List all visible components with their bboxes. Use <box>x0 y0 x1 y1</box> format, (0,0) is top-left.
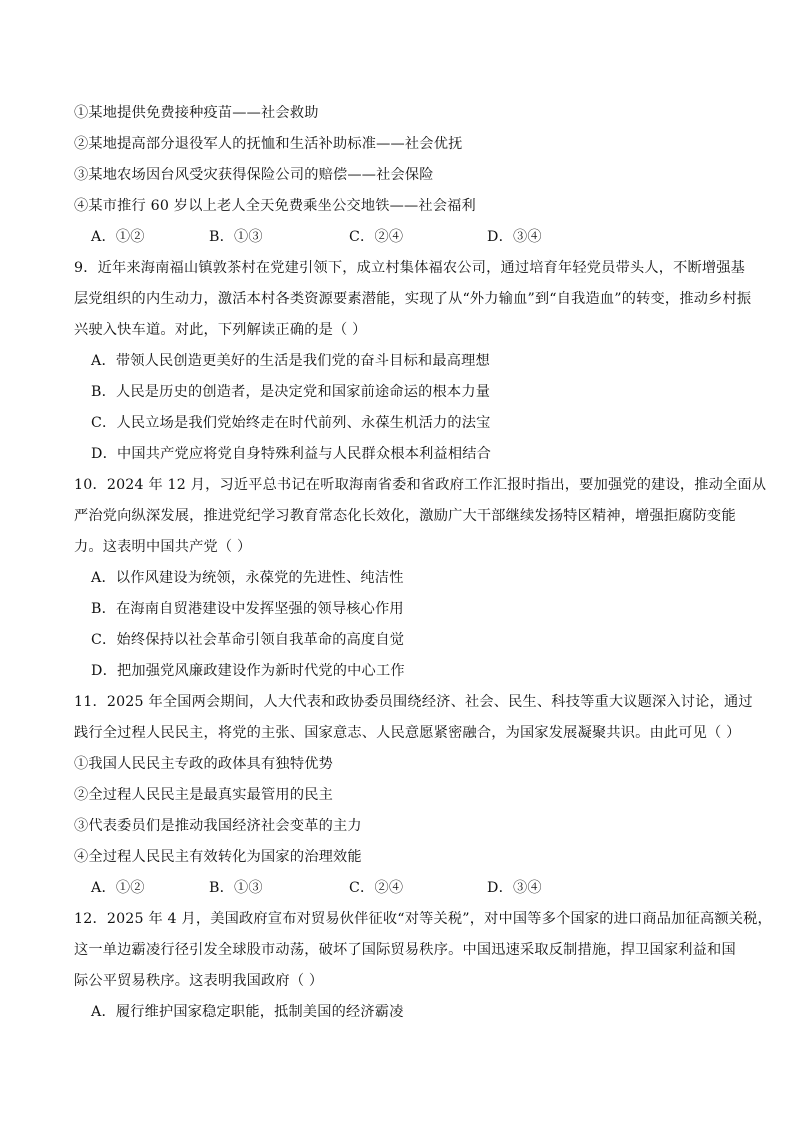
choice-c: C．②④ <box>349 880 404 896</box>
q9-option-c: C．人民立场是我们党始终走在时代前列、永葆生机活力的法宝 <box>91 415 491 431</box>
q9-option-a: A．带领人民创造更美好的生活是我们党的奋斗目标和最高理想 <box>91 353 490 369</box>
q10-stem-line: 严治党向纵深发展，推进党纪学习教育常态化长效化，激励广大干部继续发扬特区精神，增强拒腐防变能 <box>74 508 736 524</box>
q10-option-c: C．始终保持以社会革命引领自我革命的高度自觉 <box>91 632 405 648</box>
q12-stem-line: 这一单边霸凌行径引发全球股市动荡，破坏了国际贸易秩序。中国迅速采取反制措施，捍卫国家利益和国 <box>74 942 736 958</box>
q12-stem-line: 12．2025 年 4 月，美国政府宣布对贸易伙伴征收“对等关税”，对中国等多个国家的进口商品加征高额关税， <box>74 911 772 927</box>
q12-option-a: A．履行维护国家稳定职能，抵制美国的经济霸凌 <box>91 1004 404 1020</box>
q11-stem-line: 践行全过程人民民主，将党的主张、国家意志、人民意愿紧密融合，为国家发展凝聚共识。由此可见（ ） <box>74 725 741 741</box>
q10-stem-line: 力。这表明中国共产党（ ） <box>74 539 252 555</box>
statement-4: ④某市推行 60 岁以上老人全天免费乘坐公交地铁——社会福利 <box>74 198 476 214</box>
q11-stem-line: 11．2025 年全国两会期间，人大代表和政协委员围绕经济、社会、民生、科技等重大议题深入讨论，通过 <box>74 694 753 710</box>
q12-stem-line: 际公平贸易秩序。这表明我国政府（ ） <box>74 973 324 989</box>
choice-a: A．①② <box>91 880 145 896</box>
q10-option-b: B．在海南自贸港建设中发挥坚强的领导核心作用 <box>91 601 404 617</box>
statement-2: ②某地提高部分退役军人的抚恤和生活补助标准——社会优抚 <box>74 136 463 152</box>
q10-option-a: A．以作风建设为统领，永葆党的先进性、纯洁性 <box>91 570 404 586</box>
q9-option-b: B．人民是历史的创造者，是决定党和国家前途命运的根本力量 <box>91 384 491 400</box>
choice-a: A．①② <box>91 229 145 245</box>
q9-option-d: D．中国共产党应将党自身特殊利益与人民群众根本利益相结合 <box>91 446 492 462</box>
q11-statement-2: ②全过程人民民主是最真实最管用的民主 <box>74 787 333 803</box>
q10-option-d: D．把加强党风廉政建设作为新时代党的中心工作 <box>91 663 405 679</box>
q9-stem-line: 9．近年来海南福山镇敦茶村在党建引领下，成立村集体福农公司，通过培育年轻党员带头人，不断增强基 <box>74 260 746 276</box>
q11-statement-1: ①我国人民民主专政的政体具有独特优势 <box>74 756 333 772</box>
choice-d: D．③④ <box>487 880 542 896</box>
q9-stem-line: 兴驶入快车道。对此，下列解读正确的是（ ） <box>74 322 367 338</box>
statement-1: ①某地提供免费接种疫苗——社会救助 <box>74 105 319 121</box>
choice-b: B．①③ <box>209 880 263 896</box>
statement-3: ③某地农场因台风受灾获得保险公司的赔偿——社会保险 <box>74 167 434 183</box>
q11-statement-4: ④全过程人民民主有效转化为国家的治理效能 <box>74 849 362 865</box>
choice-b: B．①③ <box>209 229 263 245</box>
q10-stem-line: 10．2024 年 12 月，习近平总书记在听取海南省委和省政府工作汇报时指出，要加强党的建设，推动全面从 <box>74 477 767 493</box>
q11-statement-3: ③代表委员们是推动我国经济社会变革的主力 <box>74 818 362 834</box>
q9-stem-line: 层党组织的内生动力，激活本村各类资源要素潜能，实现了从“外力输血”到“自我造血”的转变，推动乡村振 <box>74 291 752 307</box>
choice-d: D．③④ <box>487 229 542 245</box>
choice-c: C．②④ <box>349 229 404 245</box>
